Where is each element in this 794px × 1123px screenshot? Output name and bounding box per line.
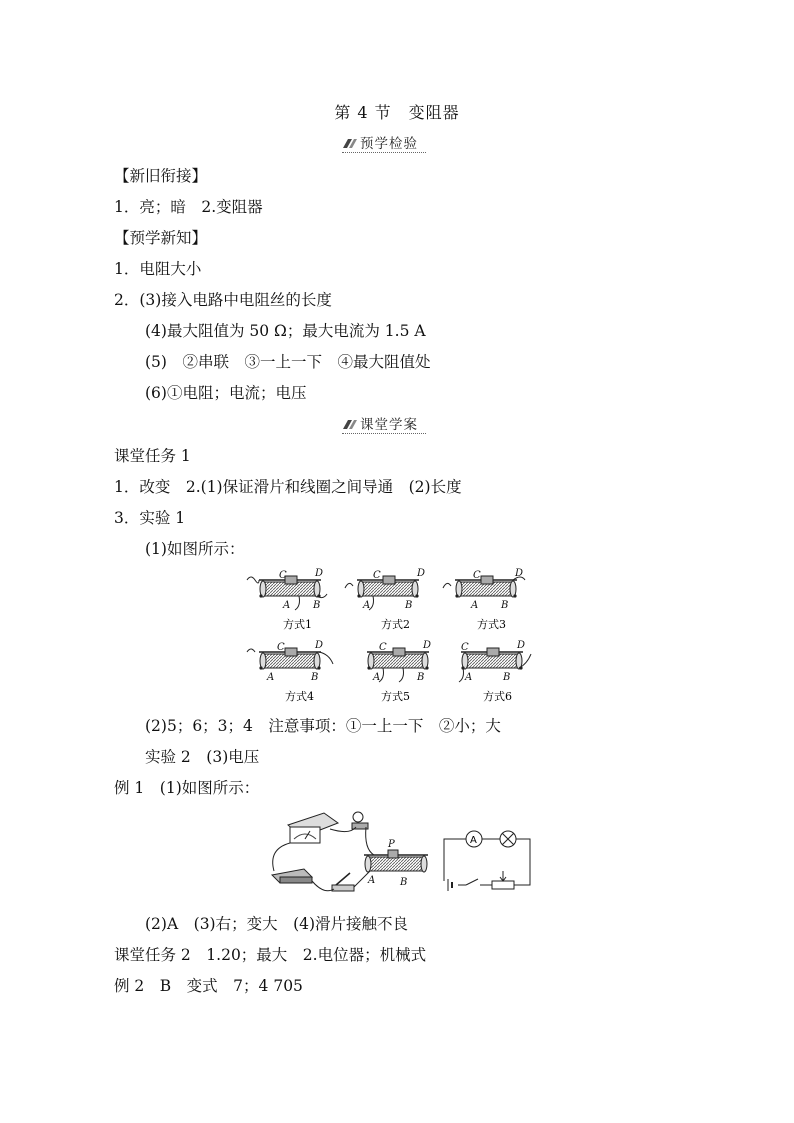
answer-line: 例 2 B 变式 7；4 705 [114, 977, 303, 995]
terminal-d-label: D [417, 568, 426, 579]
answer-line: 2．(3)接入电路中电阻丝的长度 [114, 291, 332, 309]
rheostat-device [364, 839, 428, 888]
terminal-a-label: A [267, 672, 275, 683]
preview-banner [342, 134, 426, 154]
section-heading: 【预学新知】 [114, 229, 208, 247]
switch-device [332, 873, 354, 891]
rheostat-connections-figure [245, 566, 535, 710]
terminal-a-label: A [465, 672, 473, 683]
classroom-banner [342, 415, 426, 435]
answer-line: 例 1 (1)如图所示： [114, 779, 260, 797]
method-caption: 方式3 [477, 618, 506, 631]
method-caption: 方式6 [483, 690, 512, 703]
classroom-banner-label: 课堂学案 [360, 417, 418, 433]
terminal-b-label: B [501, 600, 509, 611]
terminal-a-label: A [471, 600, 479, 611]
terminal-d-label: D [515, 568, 524, 579]
terminal-d-label: D [315, 640, 324, 651]
terminal-a-label: A [368, 875, 376, 886]
answer-line: (4)最大阻值为 50 Ω；最大电流为 1.5 A [145, 322, 426, 340]
terminal-a-label: A [363, 600, 371, 611]
terminal-b-label: B [503, 672, 511, 683]
answer-line: 3．实验 1 [114, 509, 186, 527]
terminal-d-label: D [517, 640, 526, 651]
answer-line: 实验 2 (3)电压 [145, 748, 260, 766]
rheostat-method-6 [459, 640, 531, 683]
answer-line: (5) ②串联 ③一上一下 ④最大阻值处 [145, 353, 431, 371]
task-heading: 课堂任务 1 [114, 447, 191, 465]
terminal-c-label: C [461, 642, 469, 653]
method-caption: 方式1 [283, 618, 312, 631]
terminal-b-label: B [400, 877, 408, 888]
page-title: 第 4 节 变阻器 [334, 103, 460, 122]
slider-p-label: P [388, 839, 395, 850]
answer-line: (6)①电阻；电流；电压 [145, 384, 307, 402]
banner-pen-icon [342, 417, 358, 431]
terminal-c-label: C [379, 642, 387, 653]
preview-banner-label: 预学检验 [360, 136, 418, 152]
rheostat-method-2 [345, 568, 425, 611]
banner-pen-icon [342, 136, 358, 150]
terminal-b-label: B [313, 600, 321, 611]
ammeter-symbol-label: A [470, 835, 477, 846]
rheostat-method-3 [443, 568, 525, 611]
terminal-c-label: C [279, 570, 287, 581]
answer-line: (1)如图所示： [145, 540, 245, 558]
rheostat-method-5 [367, 640, 431, 683]
method-caption: 方式5 [381, 690, 410, 703]
answer-line: 1．改变 2.(1)保证滑片和线圈之间导通 (2)长度 [114, 478, 462, 496]
answer-line: (2)5；6；3；4 注意事项：①一上一下 ②小；大 [145, 717, 501, 735]
terminal-b-label: B [405, 600, 413, 611]
answer-line: 1．亮；暗 2.变阻器 [114, 198, 263, 216]
circuit-figure [260, 805, 532, 905]
answer-line: (2)A (3)右；变大 (4)滑片接触不良 [145, 915, 409, 933]
terminal-a-label: A [373, 672, 381, 683]
battery-device [272, 869, 312, 883]
terminal-b-label: B [417, 672, 425, 683]
section-heading: 【新旧衔接】 [114, 167, 208, 185]
terminal-a-label: A [283, 600, 291, 611]
ammeter-device [288, 813, 338, 843]
task-heading: 课堂任务 2 1.20；最大 2.电位器；机械式 [114, 946, 427, 964]
terminal-c-label: C [277, 642, 285, 653]
terminal-d-label: D [315, 568, 324, 579]
terminal-c-label: C [473, 570, 481, 581]
method-caption: 方式2 [381, 618, 410, 631]
terminal-d-label: D [423, 640, 432, 651]
answer-line: 1．电阻大小 [114, 260, 202, 278]
terminal-b-label: B [311, 672, 319, 683]
terminal-c-label: C [373, 570, 381, 581]
circuit-schematic [442, 831, 530, 891]
bulb-device [352, 812, 368, 829]
method-caption: 方式4 [285, 690, 314, 703]
rheostat-method-1 [247, 568, 327, 611]
rheostat-method-4 [247, 640, 333, 683]
